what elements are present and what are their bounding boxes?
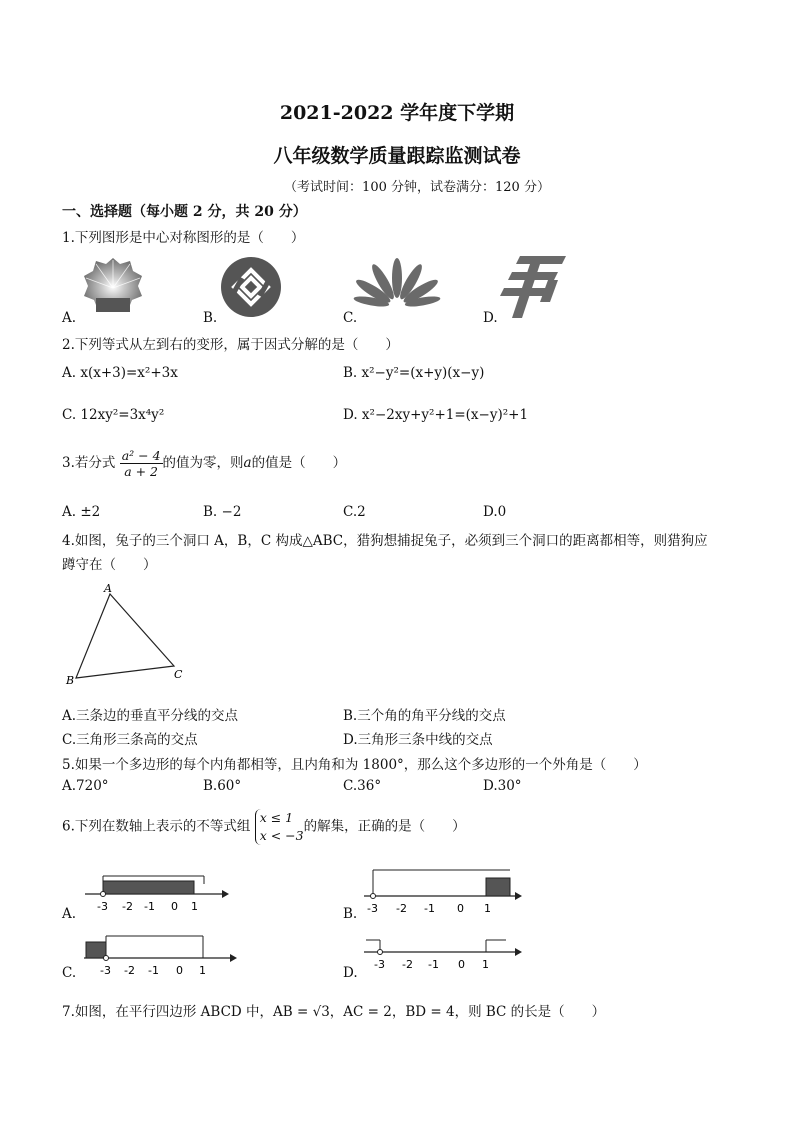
logo-d-icon [500,252,574,320]
q3-option-a: A. ±2 [62,504,101,520]
section-title: 一、选择题（每小题 2 分，共 20 分） [62,204,307,220]
tick-label: -2 [124,964,135,977]
logo-c-icon [358,258,436,314]
tick-label: -2 [122,900,133,913]
q3-fraction-denominator: a + 2 [124,464,159,479]
q4-triangle-figure [62,582,192,692]
q5-option-a: A.720° [62,778,109,794]
q3-stem-end: 的值是（ ） [251,455,347,471]
tick-label: -1 [144,900,155,913]
q3-stem-prefix: 3.若分式 [62,455,116,471]
q6-stem-prefix: 6.下列在数轴上表示的不等式组 [62,818,251,835]
q5-stem: 5.如果一个多边形的每个内角都相等，且内角和为 1800°，那么这个多边形的一个外角是（ ） [62,757,647,773]
q3-option-d: D.0 [483,504,507,520]
q6-number-line-b [360,866,525,920]
tick-label: -3 [97,900,108,913]
q4-option-b: B.三个角的角平分线的交点 [343,708,506,724]
q1-label-c: C. [343,310,358,326]
q2-option-a: A. x(x+3)=x²+3x [62,365,178,381]
q3-option-b: B. −2 [203,504,242,520]
q6-stem [62,809,466,845]
q2-stem: 2.下列等式从左到右的变形，属于因式分解的是（ ） [62,337,399,353]
logo-b-icon [220,256,282,318]
tick-label: 1 [482,958,489,971]
q6-label-c: C. [62,965,77,981]
q6-number-line-a [80,870,230,920]
tick-label: 0 [458,958,465,971]
q6-inequality-2: x < −3 [259,828,304,843]
q5-option-b: B.60° [203,778,242,794]
q4-option-a: A.三条边的垂直平分线的交点 [62,708,239,724]
vertex-b-label: B [66,674,75,687]
q3-stem [62,448,346,479]
tick-label: 1 [199,964,206,977]
q4-option-c: C.三角形三条高的交点 [62,732,198,748]
q5-option-d: D.30° [483,778,522,794]
q1-label-b: B. [203,310,218,326]
tick-label: -1 [428,958,439,971]
q6-number-line-d [360,932,525,982]
exam-subtitle: 八年级数学质量跟踪监测试卷 [273,145,521,167]
tick-label: -3 [367,902,378,915]
tick-label: 0 [176,964,183,977]
q3-var: a [243,455,252,471]
q6-number-line-c [80,932,240,982]
q2-option-b: B. x²−y²=(x+y)(x−y) [343,365,485,381]
tick-label: -1 [424,902,435,915]
q6-label-a: A. [62,906,77,922]
q3-stem-suffix: 的值为零，则 [162,455,244,471]
tick-label: -2 [402,958,413,971]
q5-option-c: C.36° [343,778,382,794]
q2-option-d: D. x²−2xy+y²+1=(x−y)²+1 [343,407,529,423]
q2-option-c: C. 12xy²=3x⁴y² [62,407,165,423]
logo-a-icon [82,254,144,318]
q3-fraction-numerator: a² − 4 [121,448,161,463]
tick-label: -2 [396,902,407,915]
q6-inequality-1: x ≤ 1 [259,810,294,825]
q3-option-c: C.2 [343,504,366,520]
vertex-a-label: A [104,582,112,595]
q4-option-d: D.三角形三条中线的交点 [343,732,493,748]
tick-label: -3 [374,958,385,971]
q1-label-d: D. [483,310,498,326]
tick-label: 0 [457,902,464,915]
vertex-c-label: C [174,668,183,681]
q3-fraction [120,448,163,479]
q6-stem-suffix: 的解集，正确的是（ ） [303,818,466,835]
tick-label: 1 [191,900,198,913]
q6-label-b: B. [343,906,358,922]
q4-stem-line1: 4.如图，兔子的三个洞口 A，B，C 构成△ABC，猎狗想捕捉兔子，必须到三个洞口的距离都相等，则猎狗应 [62,533,708,549]
q7-stem: 7.如图，在平行四边形 ABCD 中，AB = √3，AC = 2，BD = 4，则 BC 的长是（ ） [62,1004,606,1020]
q6-inequality-system [255,809,304,845]
tick-label: 1 [484,902,491,915]
tick-label: -1 [148,964,159,977]
tick-label: -3 [100,964,111,977]
q6-label-d: D. [343,965,358,981]
q1-stem: 1.下列图形是中心对称图形的是（ ） [62,230,305,246]
q4-stem-line2: 蹲守在（ ） [62,557,157,573]
exam-info: （考试时间：100 分钟，试卷满分：120 分） [284,180,550,195]
exam-title: 2021-2022 学年度下学期 [279,102,515,124]
triangle-abc [76,594,174,678]
tick-label: 0 [171,900,178,913]
q1-label-a: A. [62,310,77,326]
